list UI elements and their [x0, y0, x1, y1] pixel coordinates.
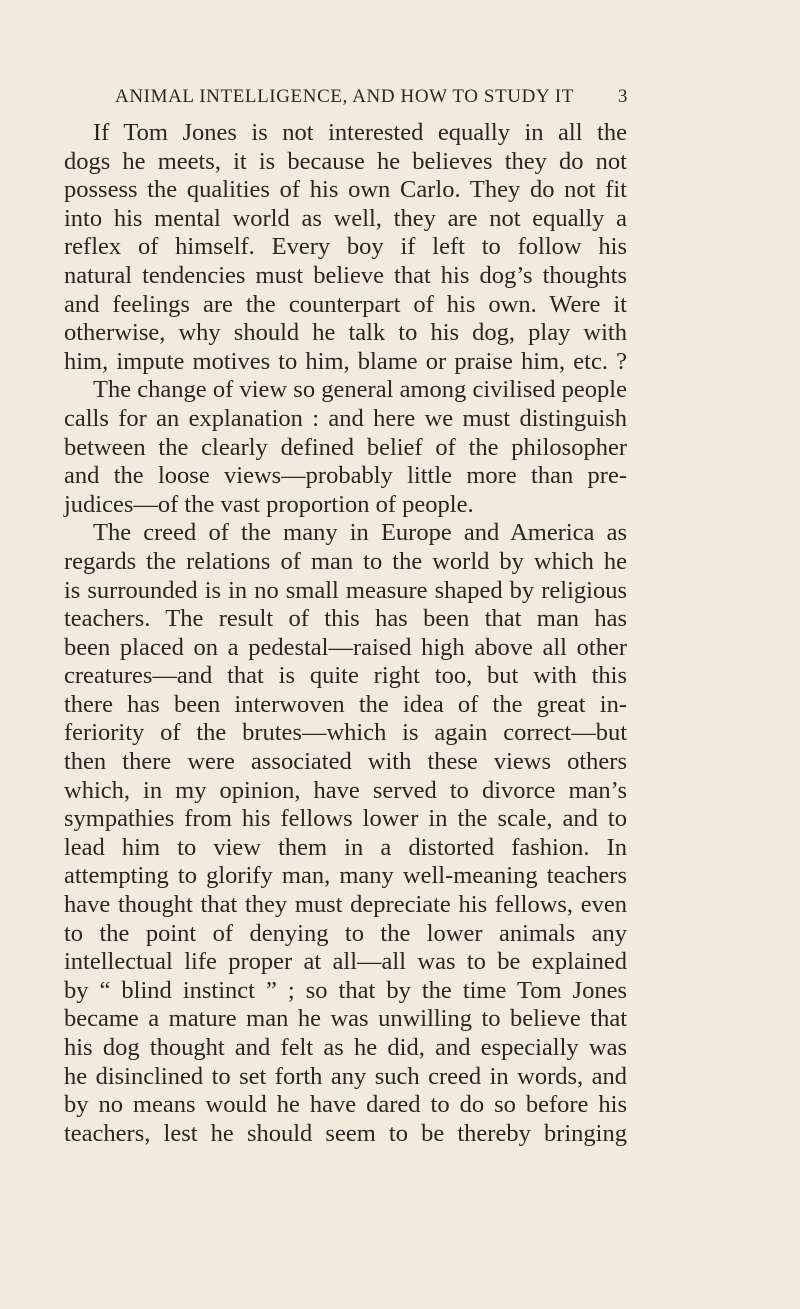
text-line: The creed of the many in Europe and America as: [93, 519, 627, 547]
text-line: otherwise, why should he talk to his dog, play with: [64, 319, 627, 347]
text-line: attempting to glorify man, many well-meaning teachers: [64, 862, 627, 890]
text-line: which, in my opinion, have served to divorce man’s: [64, 776, 627, 804]
text-line: If Tom Jones is not interested equally in all the: [93, 119, 627, 146]
text-line: reflex of himself. Every boy if left to follow his: [64, 233, 627, 261]
text-line: by no means would he have dared to do so before his: [64, 1091, 627, 1119]
text-line: him, impute motives to him, blame or praise him, etc. ?: [64, 347, 627, 375]
text-line: creatures—and that is quite right too, but with this: [64, 662, 627, 690]
text-line: and the loose views—probably little more than pre-: [64, 462, 627, 490]
text-line: teachers. The result of this has been that man has: [64, 605, 627, 633]
text-line: to the point of denying to the lower animals any: [64, 919, 627, 947]
text-line: natural tendencies must believe that his dog’s thoughts: [64, 261, 627, 289]
text-line: feriority of the brutes—which is again correct—but: [64, 719, 627, 747]
body-text: [64, 119, 627, 1148]
text-line: is surrounded is in no small measure shaped by religious: [64, 576, 627, 604]
text-line: lead him to view them in a distorted fashion. In: [64, 833, 627, 861]
text-line: judices—of the vast proportion of people.: [64, 490, 474, 518]
text-line: possess the qualities of his own Carlo. They do not fit: [64, 176, 627, 204]
running-title: ANIMAL INTELLIGENCE, AND HOW TO STUDY IT: [115, 86, 575, 107]
text-line: into his mental world as well, they are not equally a: [64, 204, 627, 232]
text-line: regards the relations of man to the world by which he: [64, 547, 627, 575]
page-number: 3: [617, 86, 628, 107]
text-line: been placed on a pedestal—raised high above all other: [64, 633, 627, 661]
text-line: by “ blind instinct ” ; so that by the time Tom Jones: [64, 976, 627, 1004]
text-line: have thought that they must depreciate his fellows, even: [64, 891, 627, 919]
text-line: then there were associated with these views others: [64, 748, 627, 776]
text-line: teachers, lest he should seem to be thereby bringing: [64, 1119, 627, 1147]
running-head: [115, 86, 628, 114]
text-line: sympathies from his fellows lower in the scale, and to: [64, 805, 627, 833]
text-line: his dog thought and felt as he did, and especially was: [64, 1034, 627, 1061]
text-line: dogs he meets, it is because he believes they do not: [64, 147, 627, 175]
text-line: he disinclined to set forth any such creed in words, and: [64, 1062, 627, 1090]
text-line: calls for an explanation : and here we must distinguish: [64, 404, 627, 432]
text-line: intellectual life proper at all—all was to be explained: [64, 948, 627, 976]
text-line: there has been interwoven the idea of the great in-: [64, 690, 627, 718]
text-line: between the clearly defined belief of the philosopher: [64, 433, 627, 461]
text-line: and feelings are the counterpart of his own. Were it: [64, 290, 627, 318]
text-line: became a mature man he was unwilling to believe that: [64, 1005, 627, 1033]
text-line: The change of view so general among civilised people: [93, 376, 627, 404]
